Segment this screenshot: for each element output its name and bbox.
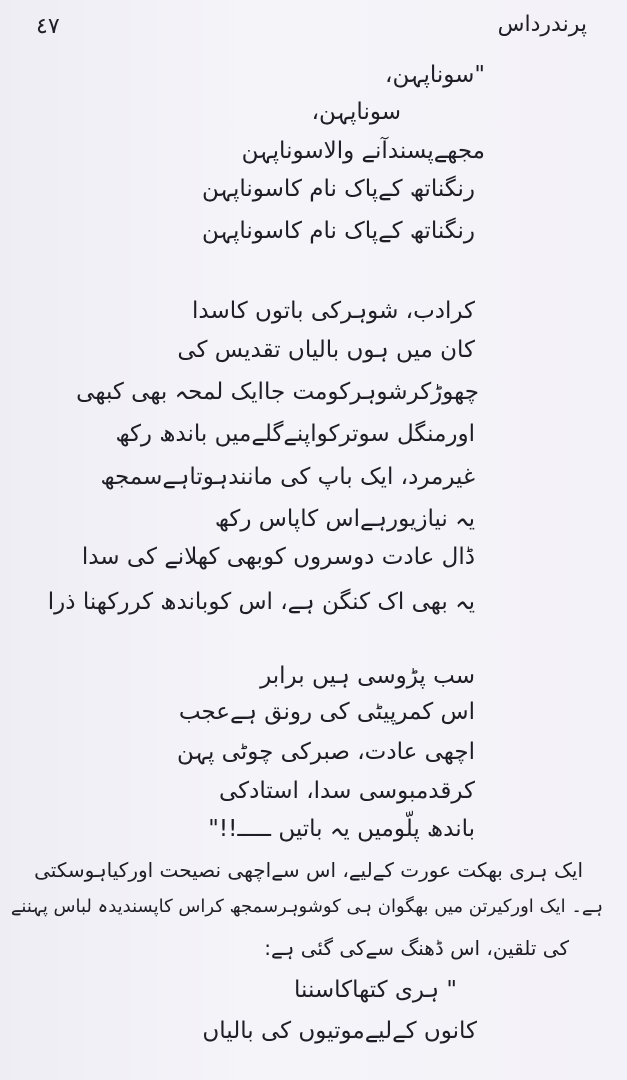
verse-line: غیرمرد، ایک باپ کی مانندہوتاہےسمجھ — [100, 464, 475, 490]
verse-line: اس کمرپیٹی کی رونق ہےعجب — [178, 699, 475, 725]
quote-line: " ہری کتھاکاسننا — [294, 977, 457, 1003]
verse-line: "سوناپہن، — [385, 62, 485, 88]
verse-line: اورمنگل سوترکواپنےگلےمیں باندھ رکھ — [115, 421, 475, 447]
running-header-title: پرندرداس — [497, 12, 587, 37]
prose-line: کی تلقین، اس ڈھنگ سےکی گئی ہے: — [264, 936, 569, 960]
verse-line: مجھےپسندآنے والاسوناپہن — [241, 138, 485, 164]
verse-line: چھوڑکرشوہرکومت جاایک لمحہ بھی کبھی — [76, 379, 479, 405]
verse-line: رنگناتھ کےپاک نام کاسوناپہن — [201, 218, 475, 244]
verse-line: سوناپہن، — [311, 99, 401, 125]
verse-line: کرقدمبوسی سدا، استادکی — [218, 778, 475, 804]
verse-line: رنگناتھ کےپاک نام کاسوناپہن — [201, 176, 475, 202]
verse-line: کان میں ہوں بالیاں تقدیس کی — [177, 337, 475, 363]
quote-line: کانوں کےلیےموتیوں کی بالیاں — [202, 1018, 477, 1044]
prose-line: ایک ہری بھکت عورت کےلیے، اس سےاچھی نصیحت اورکیاہوسکتی — [34, 858, 583, 882]
verse-line: کرادب، شوہرکی باتوں کاسدا — [192, 298, 475, 324]
verse-line: یہ بھی اک کنگن ہے، اس کوباندھ کررکھنا ذرا — [47, 589, 475, 615]
verse-line: یہ نیازیورہےاس کاپاس رکھ — [214, 506, 475, 532]
verse-line: ڈال عادت دوسروں کوبھی کھلانے کی سدا — [81, 544, 475, 570]
page-number: ٤٧ — [36, 14, 60, 39]
prose-line: ہے۔ ایک اورکیرتن میں بھگوان ہی کوشوہرسمجھ کراس کاپسندیدہ لباس پہننے — [10, 896, 603, 917]
verse-line: اچھی عادت، صبرکی چوٹی پہن — [176, 739, 475, 765]
verse-line: سب پڑوسی ہیں برابر — [260, 663, 475, 689]
verse-line: باندھ پلّومیں یہ باتیں ـــــ!!" — [208, 816, 475, 842]
